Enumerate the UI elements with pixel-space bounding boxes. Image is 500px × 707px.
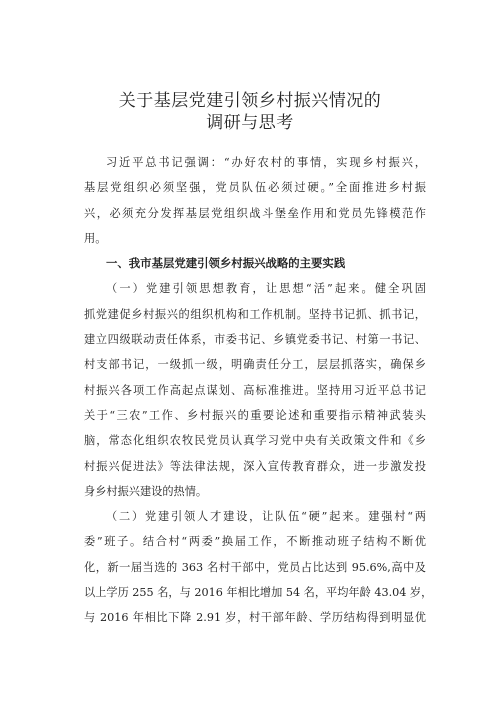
title-line-1: 关于基层党建引领乡村振兴情况的	[118, 91, 382, 111]
paragraph-line: 抓党建促乡村振兴的组织机构和工作机制。坚持书记抓、抓书记，	[84, 307, 426, 321]
paragraph-line: 关于“三农”工作、乡村振兴的重要论述和重要指示精神武装头	[84, 408, 426, 422]
paragraph-line: 脑，常态化组织农牧民党员认真学习党中央有关政策文件和《乡	[84, 434, 426, 448]
paragraph-line: 基层党组织必须坚强，党员队伍必须过硬。”全面推进乡村振	[84, 181, 426, 195]
paragraph-line: 建立四级联动责任体系，市委书记、乡镇党委书记、村第一书记、	[84, 333, 426, 347]
paragraph-line: 委”班子。结合村“两委”换届工作，不断推动班子结构不断优	[84, 535, 426, 549]
paragraph-line: 兴，必须充分发挥基层党组织战斗堡垒作用和党员先锋模范作	[84, 206, 426, 220]
paragraph-line: 习近平总书记强调：“办好农村的事情，实现乡村振兴，	[106, 156, 426, 169]
section-heading: 一、我市基层党建引领乡村振兴战略的主要实践	[106, 256, 346, 271]
paragraph-line: 化，新一届当选的 363 名村干部中，党员占比达到 95.6%,高中及	[84, 560, 426, 574]
document-body	[84, 150, 433, 631]
paragraph-line: （二）党建引领人才建设，让队伍“硬”起来。建强村“两	[106, 510, 426, 524]
paragraph-line: 村支部书记，一级抓一级，明确责任分工，层层抓落实，确保乡	[84, 358, 426, 372]
paragraph-line: 以上学历 255 名，与 2016 年相比增加 54 名，平均年龄 43.04 岁，	[84, 586, 433, 600]
paragraph-line: 身乡村振兴建设的热情。	[84, 484, 208, 498]
paragraph-line: 用。	[84, 231, 107, 245]
document-title	[0, 90, 500, 134]
paragraph-line: 与 2016 年相比下降 2.91 岁，村干部年龄、学历结构得到明显优	[84, 611, 426, 625]
paragraph-line: （一）党建引领思想教育，让思想“活”起来。健全巩固	[106, 282, 426, 296]
paragraph-line: 村振兴各项工作高起点谋划、高标准推进。坚持用习近平总书记	[84, 383, 426, 397]
paragraph-line: 村振兴促进法》等法律法规，深入宣传教育群众，进一步激发投	[84, 459, 426, 473]
title-line-2: 调研与思考	[206, 113, 294, 133]
